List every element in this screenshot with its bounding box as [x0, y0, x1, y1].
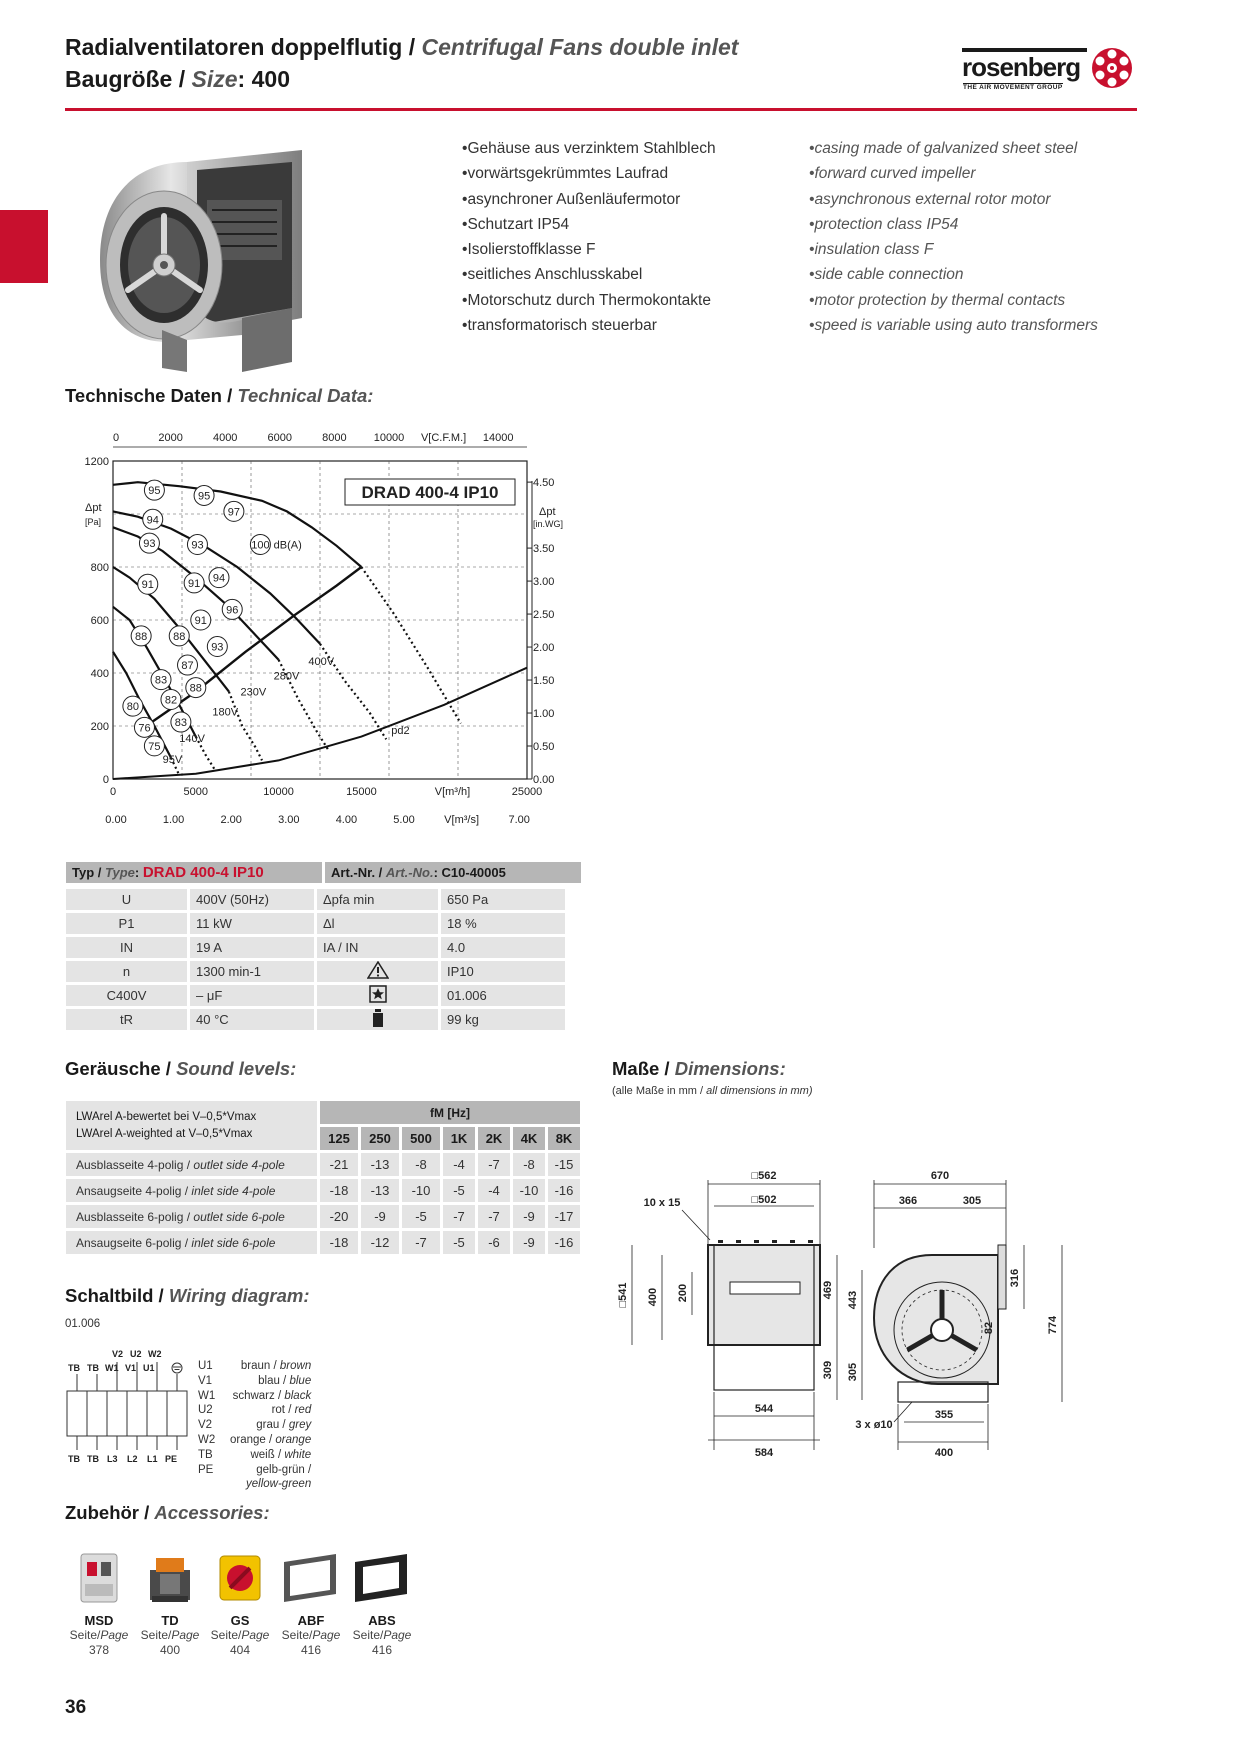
feature-en: • speed is variable using auto transformers — [809, 313, 1098, 338]
legend-row — [198, 1403, 311, 1418]
legend-value: braun / brown — [240, 1360, 312, 1372]
table-cell: -5 — [402, 1205, 440, 1228]
wire-label-tb: TB — [68, 1454, 80, 1464]
features-en-list — [809, 136, 1098, 338]
dim-82: 82 — [983, 1321, 995, 1335]
sound-row-label: Ansaugseite 4-polig / inlet side 4-pole — [66, 1179, 317, 1202]
y-axis-unit: [Pa] — [85, 517, 102, 527]
table-cell: – μF — [190, 985, 314, 1006]
section-heading-sound: Geräusche / Sound levels: — [65, 1058, 297, 1079]
table-cell: C400V — [66, 985, 187, 1006]
sound-marker-label: 100 — [251, 539, 270, 552]
warning-icon — [317, 961, 438, 982]
table-cell: -4 — [478, 1179, 510, 1202]
table-cell: -7 — [402, 1231, 440, 1254]
frequency-cell: 1K — [443, 1127, 475, 1150]
sound-row-label: Ausblasseite 6-polig / outlet side 6-pole — [66, 1205, 317, 1228]
table-cell: U — [66, 889, 187, 910]
sound-marker-label: 75 — [148, 740, 161, 753]
type-value: DRAD 400-4 IP10 — [142, 864, 264, 881]
feature-de: • Isolierstoffklasse F — [462, 237, 716, 262]
accessory-page-number: 404 — [229, 1643, 251, 1657]
sound-marker-label: 88 — [135, 630, 148, 643]
y-axis-label: Δpt — [85, 502, 102, 514]
dim-541: □541 — [617, 1282, 629, 1308]
sound-description — [66, 1101, 317, 1150]
table-cell: -5 — [443, 1231, 475, 1254]
transformer-icon — [134, 1543, 206, 1613]
dim-443: 443 — [847, 1290, 859, 1310]
sound-marker-label: 83 — [174, 717, 188, 730]
y-tick-label: 600 — [90, 615, 109, 627]
x-tick-label: 15000 — [346, 786, 377, 798]
table-cell: 4.0 — [441, 937, 565, 958]
art-label-de: Art.-Nr. — [331, 865, 376, 880]
wire-label-tb: TB — [87, 1454, 99, 1464]
section-heading-accessories: Zubehör / Accessories: — [65, 1502, 270, 1523]
sound-levels-table — [63, 1098, 583, 1257]
wiring-code: 01.006 — [65, 1318, 101, 1330]
legend-key: V2 — [198, 1419, 213, 1432]
feature-de: • transformatorisch steuerbar — [462, 313, 716, 338]
voltage-label: 140V — [179, 732, 205, 745]
sound-marker-label: 91 — [188, 577, 201, 590]
table-cell: -9 — [513, 1231, 545, 1254]
system-curve — [361, 567, 460, 723]
table-row — [66, 1009, 565, 1030]
y-right-tick-label: 1.00 — [533, 708, 555, 721]
sound-marker-label: 95 — [197, 490, 211, 503]
dim-469: 469 — [822, 1280, 834, 1300]
x-top-axis-label: V[C.F.M.] — [420, 432, 467, 444]
table-cell: -8 — [513, 1153, 545, 1176]
x-ms-tick-label: 0.00 — [105, 814, 127, 826]
accessory-name: ABS — [368, 1613, 396, 1628]
frequency-cell: 4K — [513, 1127, 545, 1150]
sound-marker-label: 97 — [227, 506, 241, 519]
feature-de: • Gehäuse aus verzinktem Stahlblech — [462, 136, 716, 161]
x-tick-label: 10000 — [263, 786, 294, 798]
table-row — [66, 1153, 580, 1176]
table-cell: -6 — [478, 1231, 510, 1254]
frequency-cell: 125 — [320, 1127, 358, 1150]
page-title: Radialventilatoren doppelflutig / Centrifugal Fans double inlet — [65, 34, 739, 60]
sound-marker-label: 80 — [126, 701, 139, 714]
table-cell: 1300 min-1 — [190, 961, 314, 982]
flange-hole — [754, 1240, 759, 1243]
legend-value: blau / blue — [258, 1374, 312, 1387]
y-tick-label: 200 — [90, 721, 109, 733]
legend-key: V1 — [198, 1374, 213, 1387]
feature-de: • Motorschutz durch Thermokontakte — [462, 288, 716, 313]
page-subtitle: Baugröße / Size: 400 — [65, 66, 290, 92]
x-top-tick-label: 6000 — [267, 432, 293, 444]
sound-marker-label: 94 — [212, 572, 226, 585]
control-switch-icon — [63, 1543, 135, 1613]
x-tick-label: 5000 — [183, 786, 209, 798]
dim-562: □562 — [751, 1170, 777, 1182]
feature-en: • forward curved impeller — [809, 161, 1098, 186]
dim-366: 366 — [898, 1195, 918, 1207]
dim-holes: 3 x ø10 — [855, 1419, 893, 1431]
sound-marker-label: 94 — [146, 514, 159, 527]
sound-desc-de: LWArel A-bewertet bei V–0,5*Vmax — [76, 1110, 257, 1123]
accessory-item[interactable] — [204, 1543, 276, 1658]
x-ms-tick-label: 2.00 — [220, 814, 242, 826]
table-cell: -20 — [320, 1205, 358, 1228]
y-right-tick-label: 3.00 — [533, 576, 555, 589]
sound-marker-label: 91 — [141, 579, 154, 592]
wire-label-w2: W2 — [148, 1349, 162, 1359]
main-switch-icon — [204, 1543, 276, 1613]
y-right-axis-unit: [in.WG] — [533, 519, 564, 529]
feature-de: • vorwärtsgekrümmtes Laufrad — [462, 161, 716, 186]
sound-desc-en: LWArel A-weighted at V–0,5*Vmax — [76, 1127, 253, 1140]
wire-label-tb: TB — [87, 1363, 99, 1373]
frequency-cell: 2K — [478, 1127, 510, 1150]
legend-row — [198, 1433, 311, 1448]
sound-marker-label: 95 — [148, 485, 161, 498]
sound-marker-label: 83 — [154, 674, 168, 687]
table-cell: -18 — [320, 1231, 358, 1254]
side-view-hub — [931, 1319, 953, 1341]
dim-400: 400 — [647, 1287, 659, 1307]
table-row — [66, 985, 565, 1006]
table-cell: -15 — [548, 1153, 580, 1176]
legend-key: U2 — [198, 1404, 213, 1417]
legend-value: rot / red — [271, 1404, 312, 1417]
dim-400-side: 400 — [934, 1447, 954, 1459]
legend-row — [198, 1448, 311, 1463]
table-cell: -7 — [443, 1205, 475, 1228]
accessory-name: TD — [161, 1613, 179, 1628]
page-number: 36 — [65, 1697, 87, 1718]
y-right-tick-label: 4.50 — [533, 477, 555, 490]
y-tick-label: 0 — [102, 774, 109, 786]
frequency-cell: 500 — [402, 1127, 440, 1150]
table-cell: P1 — [66, 913, 187, 934]
legend-row — [198, 1463, 311, 1493]
legend-row — [198, 1389, 311, 1404]
sound-marker-label: 91 — [194, 615, 207, 627]
table-row — [66, 961, 565, 982]
sound-marker-label: 93 — [211, 641, 224, 654]
feature-de: • asynchroner Außenläufermotor — [462, 187, 716, 212]
table-cell: IN — [66, 937, 187, 958]
sound-marker-label: 96 — [226, 604, 239, 617]
table-cell: -16 — [548, 1179, 580, 1202]
table-cell: Δpfa min — [317, 889, 438, 910]
wire-label-u1: U1 — [143, 1363, 155, 1373]
table-cell: -16 — [548, 1231, 580, 1254]
dimensions-drawing — [612, 1160, 1137, 1480]
table-cell: -12 — [361, 1231, 399, 1254]
y-right-tick-label: 2.50 — [533, 609, 555, 622]
voltage-label: 400V — [308, 656, 335, 669]
x-ms-axis-label: V[m³/s] — [444, 814, 480, 826]
accessory-name: ABF — [297, 1613, 325, 1628]
table-cell: -7 — [478, 1153, 510, 1176]
dim-316: 316 — [1009, 1268, 1021, 1288]
legend-key: W2 — [198, 1433, 216, 1446]
x-top-tick-label: 0 — [112, 432, 120, 444]
sound-marker-label: 87 — [181, 660, 194, 673]
table-cell: IP10 — [441, 961, 565, 982]
wire-label-l1: L1 — [147, 1454, 158, 1464]
x-top-tick-label: 4000 — [212, 432, 238, 444]
wire-label-v1: V1 — [125, 1363, 137, 1373]
x-top-tick-label: 14000 — [482, 432, 514, 444]
table-row — [66, 889, 565, 910]
wiring-diagram — [65, 1346, 195, 1466]
feature-en: • motor protection by thermal contacts — [809, 288, 1098, 313]
sound-marker-label: 88 — [189, 682, 202, 695]
accessory-page-label: Seite/Page — [140, 1628, 200, 1642]
table-cell: -21 — [320, 1153, 358, 1176]
table-cell: -10 — [513, 1179, 545, 1202]
ground-icon — [172, 1363, 182, 1373]
dim-200: 200 — [677, 1283, 689, 1303]
voltage-label: 280V — [273, 670, 300, 683]
dim-584: 584 — [754, 1447, 774, 1459]
x-tick-label: 25000 — [511, 786, 543, 798]
feature-de: • Schutzart IP54 — [462, 212, 716, 237]
accessory-page-number: 400 — [159, 1643, 181, 1657]
table-cell: Δl — [317, 913, 438, 934]
y-right-tick-label: 1.50 — [533, 675, 555, 688]
legend-key: TB — [198, 1448, 213, 1461]
wire-label-v2: V2 — [112, 1349, 124, 1359]
legend-row — [198, 1374, 311, 1389]
table-cell: -9 — [361, 1205, 399, 1228]
section-heading-dimensions: Maße / Dimensions: — [612, 1058, 786, 1079]
frequency-cell: 250 — [361, 1127, 399, 1150]
accessory-name: MSD — [84, 1613, 114, 1628]
section-heading-wiring: Schaltbild / Wiring diagram: — [65, 1285, 310, 1306]
dim-305a: 305 — [962, 1195, 982, 1207]
table-cell: -4 — [443, 1153, 475, 1176]
table-row — [66, 937, 565, 958]
accessory-page-number: 416 — [300, 1643, 322, 1657]
y-right-tick-label: 3.50 — [533, 543, 555, 556]
front-view-motor — [730, 1282, 800, 1294]
y-tick-label: 1200 — [84, 456, 109, 468]
table-row — [66, 913, 565, 934]
dim-line — [682, 1210, 710, 1240]
wire-label-pe: PE — [165, 1454, 178, 1464]
dim-line — [894, 1402, 912, 1422]
sound-marker-label: 76 — [138, 722, 151, 735]
dim-305b: 305 — [847, 1362, 859, 1382]
side-view-scroll — [874, 1255, 998, 1384]
table-cell: -5 — [443, 1179, 475, 1202]
table-cell: 19 A — [190, 937, 314, 958]
feature-en: • asynchronous external rotor motor — [809, 187, 1098, 212]
table-cell: 99 kg — [441, 1009, 565, 1030]
accessory-page-label: Seite/Page — [210, 1628, 270, 1642]
accessory-page-label: Seite/Page — [352, 1628, 412, 1642]
sound-row-label: Ansaugseite 6-polig / inlet side 6-pole — [66, 1231, 317, 1254]
flange-hole — [808, 1240, 813, 1243]
weight-icon — [317, 1009, 438, 1030]
flange-hole — [718, 1240, 723, 1243]
y-tick-label: 400 — [90, 668, 109, 680]
table-cell: 11 kW — [190, 913, 314, 934]
x-ms-tick-label: 7.00 — [508, 814, 530, 826]
x-top-tick-label: 8000 — [322, 432, 347, 444]
sound-marker-label: 93 — [143, 538, 156, 551]
y-right-tick-label: 0.50 — [533, 741, 555, 754]
dim-355: 355 — [934, 1409, 954, 1421]
table-cell: 18 % — [441, 913, 565, 934]
side-view-outlet — [998, 1245, 1006, 1309]
type-label-de: Typ — [72, 865, 95, 880]
fan-product-image — [92, 140, 320, 380]
legend-value: grau / grey — [256, 1419, 312, 1432]
table-row — [66, 1205, 580, 1228]
accessory-page-label: Seite/Page — [69, 1628, 129, 1642]
table-row — [66, 1179, 580, 1202]
x-ms-tick-label: 4.00 — [335, 814, 358, 826]
flange-hole — [772, 1240, 777, 1243]
accessory-name: GS — [230, 1613, 250, 1628]
flange-connector-icon — [346, 1543, 418, 1613]
table-cell: -13 — [361, 1153, 399, 1176]
dimensions-note: (alle Maße in mm / all dimensions in mm) — [612, 1085, 813, 1097]
type-label-en: Type — [105, 865, 135, 880]
performance-chart — [65, 425, 585, 835]
y-tick-label: 800 — [90, 562, 109, 574]
dim-544: 544 — [754, 1403, 774, 1415]
accessory-page-label: Seite/Page — [281, 1628, 341, 1642]
table-header-row: Typ / Type: DRAD 400-4 IP10 Art.-Nr. / Art.-No.: C10-40005 — [66, 862, 581, 883]
voltage-label: 230V — [240, 686, 267, 699]
front-view-base — [714, 1345, 814, 1390]
accessory-page-number: 416 — [371, 1643, 393, 1657]
wire-label-w1: W1 — [105, 1363, 119, 1373]
y-right-tick-label: 0.00 — [533, 774, 555, 786]
table-cell: 01.006 — [441, 985, 565, 1006]
flexible-connector-icon — [275, 1543, 347, 1613]
sound-header-row — [66, 1101, 580, 1124]
flange-hole — [790, 1240, 795, 1243]
rosenberg-wheel-icon — [1090, 46, 1134, 90]
sound-marker-label: 82 — [164, 694, 178, 707]
table-cell: 40 °C — [190, 1009, 314, 1030]
wire-label-u2: U2 — [130, 1349, 142, 1359]
feature-en: • insulation class F — [809, 237, 1098, 262]
wire-label-tb: TB — [68, 1363, 80, 1373]
table-cell: n — [66, 961, 187, 982]
legend-value: gelb-grün / yellow-green — [246, 1463, 312, 1491]
frequency-cell: 8K — [548, 1127, 580, 1150]
dim-502: □502 — [751, 1194, 777, 1206]
table-cell: -9 — [513, 1205, 545, 1228]
dim-hole: 10 x 15 — [643, 1197, 681, 1209]
y-right-axis-label: Δpt — [539, 506, 556, 518]
table-cell: -17 — [548, 1205, 580, 1228]
x-top-tick-label: 2000 — [158, 432, 183, 444]
art-value: : C10-40005 — [433, 865, 506, 880]
table-cell: 400V (50Hz) — [190, 889, 314, 910]
accessory-item[interactable] — [275, 1543, 347, 1658]
table-cell: -18 — [320, 1179, 358, 1202]
technical-data-rows — [63, 886, 568, 1033]
table-cell: -10 — [402, 1179, 440, 1202]
x-axis-label: V[m³/h] — [434, 786, 471, 798]
section-heading-technical: Technische Daten / Technical Data: — [65, 385, 374, 406]
accessory-item[interactable] — [346, 1543, 418, 1658]
header-rule — [65, 108, 1137, 111]
sound-row-label: Ausblasseite 4-polig / outlet side 4-pole — [66, 1153, 317, 1176]
accessory-page-number: 378 — [88, 1643, 110, 1657]
chapter-tab — [0, 210, 48, 283]
legend-key: U1 — [198, 1360, 213, 1372]
frequency-header: fM [Hz] — [320, 1101, 580, 1124]
art-label-en: Art.-No. — [385, 865, 434, 880]
legend-key: PE — [198, 1463, 214, 1476]
table-cell: -8 — [402, 1153, 440, 1176]
table-cell: tR — [66, 1009, 187, 1030]
x-top-tick-label: 10000 — [373, 432, 405, 444]
legend-row — [198, 1418, 311, 1433]
wiring-legend — [198, 1359, 311, 1492]
dim-774: 774 — [1047, 1315, 1059, 1335]
x-ms-tick-label: 5.00 — [393, 814, 415, 826]
flange-hole — [736, 1240, 741, 1243]
wire-label-l3: L3 — [107, 1454, 118, 1464]
wire-label-l2: L2 — [127, 1454, 138, 1464]
technical-data-table — [63, 859, 584, 886]
legend-row — [198, 1359, 311, 1374]
sound-marker-label: 93 — [191, 539, 204, 552]
legend-value: weiß / white — [250, 1448, 312, 1461]
table-cell: IA / IN — [317, 937, 438, 958]
sound-marker-label: 88 — [173, 630, 186, 643]
legend-key: W1 — [198, 1389, 216, 1402]
pd2-label: pd2 — [391, 724, 410, 737]
legend-value: schwarz / black — [232, 1389, 312, 1402]
unit-note: dB(A) — [273, 539, 302, 552]
table-cell: 650 Pa — [441, 889, 565, 910]
star-icon — [317, 985, 438, 1006]
feature-en: • protection class IP54 — [809, 212, 1098, 237]
y-right-tick-label: 2.00 — [533, 642, 555, 655]
brand-logo: rosenberg THE AIR MOVEMENT GROUP — [962, 44, 1140, 94]
x-ms-tick-label: 1.00 — [162, 814, 185, 826]
dim-670: 670 — [930, 1170, 950, 1182]
front-view-body — [708, 1245, 820, 1345]
accessory-item[interactable] — [134, 1543, 206, 1658]
table-row — [66, 1231, 580, 1254]
dim-309: 309 — [822, 1360, 834, 1380]
voltage-label: 180V — [212, 706, 239, 719]
table-cell: -7 — [478, 1205, 510, 1228]
feature-en: • casing made of galvanized sheet steel — [809, 136, 1098, 161]
feature-de: • seitliches Anschlusskabel — [462, 262, 716, 287]
x-ms-tick-label: 3.00 — [278, 814, 300, 826]
feature-en: • side cable connection — [809, 262, 1098, 287]
table-cell: -13 — [361, 1179, 399, 1202]
features-de-list — [462, 136, 716, 338]
accessory-item[interactable] — [63, 1543, 135, 1658]
x-tick-label: 0 — [109, 786, 117, 798]
voltage-label: 95V — [162, 754, 183, 767]
chart-title: DRAD 400-4 IP10 — [361, 483, 499, 502]
legend-value: orange / orange — [230, 1433, 312, 1446]
